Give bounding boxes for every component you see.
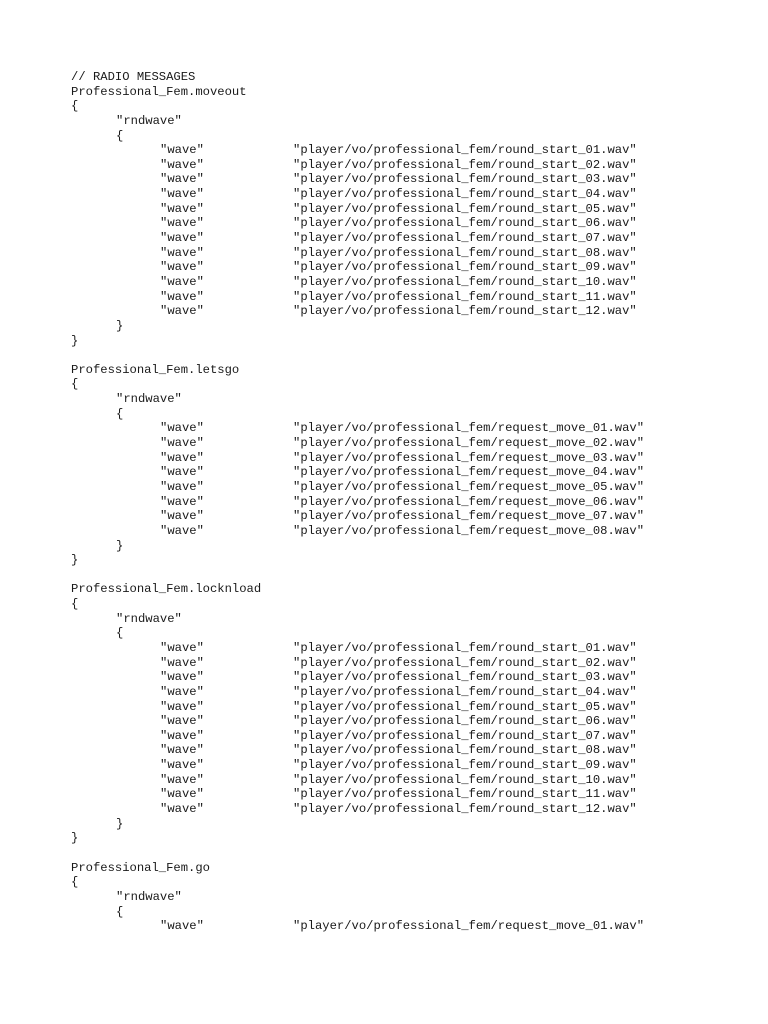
open-brace: { xyxy=(116,406,124,421)
wave-path: "player/vo/professional_fem/round_start_05.wav" xyxy=(293,699,637,714)
wave-key: "wave" xyxy=(160,143,204,158)
open-brace: { xyxy=(116,626,124,641)
wave-key: "wave" xyxy=(160,655,204,670)
wave-entry xyxy=(71,641,751,656)
wave-key: "wave" xyxy=(160,919,204,934)
wave-key: "wave" xyxy=(160,494,204,509)
wave-key: "wave" xyxy=(160,699,204,714)
wave-entry xyxy=(71,260,751,275)
wave-key: "wave" xyxy=(160,772,204,787)
wave-path: "player/vo/professional_fem/request_move_05.wav" xyxy=(293,479,645,494)
open-brace: { xyxy=(71,377,79,392)
wave-path: "player/vo/professional_fem/round_start_01.wav" xyxy=(293,143,637,158)
spacer xyxy=(71,846,751,861)
rndwave-label: "rndwave" xyxy=(116,392,182,407)
wave-entry xyxy=(71,773,751,788)
open-brace: { xyxy=(71,99,79,114)
wave-path: "player/vo/professional_fem/request_move_04.wav" xyxy=(293,465,645,480)
wave-path: "player/vo/professional_fem/request_move_07.wav" xyxy=(293,509,645,524)
wave-path: "player/vo/professional_fem/request_move_03.wav" xyxy=(293,450,645,465)
wave-path: "player/vo/professional_fem/request_move_02.wav" xyxy=(293,436,645,451)
wave-key: "wave" xyxy=(160,728,204,743)
open-brace: { xyxy=(71,875,79,890)
wave-entry xyxy=(71,158,751,173)
sound-block xyxy=(71,85,751,363)
wave-key: "wave" xyxy=(160,479,204,494)
wave-key: "wave" xyxy=(160,304,204,319)
wave-entry xyxy=(71,275,751,290)
close-brace: } xyxy=(116,816,124,831)
close-brace: } xyxy=(71,553,79,568)
wave-entry xyxy=(71,802,751,817)
wave-key: "wave" xyxy=(160,201,204,216)
close-brace: } xyxy=(116,538,124,553)
wave-entry xyxy=(71,480,751,495)
wave-key: "wave" xyxy=(160,714,204,729)
wave-path: "player/vo/professional_fem/round_start_03.wav" xyxy=(293,172,637,187)
wave-key: "wave" xyxy=(160,684,204,699)
close-brace: } xyxy=(71,831,79,846)
sound-blocks xyxy=(71,85,751,934)
wave-path: "player/vo/professional_fem/round_start_11.wav" xyxy=(293,289,637,304)
wave-entry xyxy=(71,172,751,187)
wave-entry xyxy=(71,919,751,934)
wave-path: "player/vo/professional_fem/round_start_01.wav" xyxy=(293,640,637,655)
document-page xyxy=(71,70,751,934)
header-comment: // RADIO MESSAGES xyxy=(71,70,196,84)
wave-entry xyxy=(71,495,751,510)
sound-block xyxy=(71,363,751,583)
wave-path: "player/vo/professional_fem/round_start_09.wav" xyxy=(293,758,637,773)
close-brace: } xyxy=(116,318,124,333)
wave-path: "player/vo/professional_fem/round_start_08.wav" xyxy=(293,743,637,758)
wave-key: "wave" xyxy=(160,509,204,524)
wave-key: "wave" xyxy=(160,758,204,773)
wave-key: "wave" xyxy=(160,231,204,246)
wave-entry xyxy=(71,465,751,480)
wave-entry xyxy=(71,685,751,700)
wave-path: "player/vo/professional_fem/round_start_06.wav" xyxy=(293,714,637,729)
wave-path: "player/vo/professional_fem/request_move_01.wav" xyxy=(293,919,645,934)
wave-entry xyxy=(71,656,751,671)
open-brace: { xyxy=(116,904,124,919)
wave-path: "player/vo/professional_fem/round_start_09.wav" xyxy=(293,260,637,275)
open-brace: { xyxy=(116,128,124,143)
wave-path: "player/vo/professional_fem/request_move_06.wav" xyxy=(293,494,645,509)
wave-entry xyxy=(71,670,751,685)
wave-entry xyxy=(71,143,751,158)
wave-key: "wave" xyxy=(160,289,204,304)
wave-entry xyxy=(71,187,751,202)
wave-entry xyxy=(71,246,751,261)
wave-entry xyxy=(71,787,751,802)
wave-entry xyxy=(71,743,751,758)
wave-entry xyxy=(71,421,751,436)
wave-key: "wave" xyxy=(160,450,204,465)
wave-path: "player/vo/professional_fem/request_move_01.wav" xyxy=(293,421,645,436)
wave-entry xyxy=(71,758,751,773)
wave-key: "wave" xyxy=(160,245,204,260)
wave-entry xyxy=(71,509,751,524)
wave-path: "player/vo/professional_fem/round_start_10.wav" xyxy=(293,772,637,787)
wave-key: "wave" xyxy=(160,274,204,289)
wave-entry xyxy=(71,202,751,217)
wave-entry xyxy=(71,231,751,246)
wave-path: "player/vo/professional_fem/round_start_04.wav" xyxy=(293,187,637,202)
wave-path: "player/vo/professional_fem/round_start_02.wav" xyxy=(293,655,637,670)
wave-entry xyxy=(71,714,751,729)
wave-path: "player/vo/professional_fem/round_start_03.wav" xyxy=(293,670,637,685)
wave-key: "wave" xyxy=(160,157,204,172)
wave-path: "player/vo/professional_fem/request_move_08.wav" xyxy=(293,523,645,538)
wave-key: "wave" xyxy=(160,172,204,187)
sound-block xyxy=(71,861,751,934)
wave-entry xyxy=(71,436,751,451)
wave-path: "player/vo/professional_fem/round_start_05.wav" xyxy=(293,201,637,216)
wave-key: "wave" xyxy=(160,787,204,802)
wave-entry xyxy=(71,304,751,319)
spacer xyxy=(71,348,751,363)
wave-path: "player/vo/professional_fem/round_start_12.wav" xyxy=(293,304,637,319)
wave-path: "player/vo/professional_fem/round_start_08.wav" xyxy=(293,245,637,260)
wave-entry xyxy=(71,216,751,231)
wave-key: "wave" xyxy=(160,260,204,275)
block-name: Professional_Fem.letsgo xyxy=(71,362,240,377)
wave-key: "wave" xyxy=(160,640,204,655)
wave-path: "player/vo/professional_fem/round_start_11.wav" xyxy=(293,787,637,802)
wave-key: "wave" xyxy=(160,216,204,231)
wave-key: "wave" xyxy=(160,465,204,480)
rndwave-label: "rndwave" xyxy=(116,889,182,904)
open-brace: { xyxy=(71,597,79,612)
wave-path: "player/vo/professional_fem/round_start_06.wav" xyxy=(293,216,637,231)
wave-key: "wave" xyxy=(160,421,204,436)
wave-key: "wave" xyxy=(160,523,204,538)
wave-key: "wave" xyxy=(160,743,204,758)
wave-key: "wave" xyxy=(160,670,204,685)
wave-entry xyxy=(71,451,751,466)
wave-path: "player/vo/professional_fem/round_start_07.wav" xyxy=(293,728,637,743)
wave-path: "player/vo/professional_fem/round_start_12.wav" xyxy=(293,802,637,817)
wave-path: "player/vo/professional_fem/round_start_04.wav" xyxy=(293,684,637,699)
wave-path: "player/vo/professional_fem/round_start_02.wav" xyxy=(293,157,637,172)
sound-block xyxy=(71,582,751,860)
block-name: Professional_Fem.go xyxy=(71,860,210,875)
wave-entry xyxy=(71,524,751,539)
wave-path: "player/vo/professional_fem/round_start_10.wav" xyxy=(293,274,637,289)
wave-entry xyxy=(71,729,751,744)
wave-entry xyxy=(71,700,751,715)
wave-key: "wave" xyxy=(160,436,204,451)
rndwave-label: "rndwave" xyxy=(116,113,182,128)
wave-entry xyxy=(71,290,751,305)
close-brace: } xyxy=(71,333,79,348)
block-name: Professional_Fem.locknload xyxy=(71,582,262,597)
block-name: Professional_Fem.moveout xyxy=(71,84,247,99)
spacer xyxy=(71,568,751,583)
rndwave-label: "rndwave" xyxy=(116,611,182,626)
wave-key: "wave" xyxy=(160,187,204,202)
wave-path: "player/vo/professional_fem/round_start_07.wav" xyxy=(293,231,637,246)
wave-key: "wave" xyxy=(160,802,204,817)
